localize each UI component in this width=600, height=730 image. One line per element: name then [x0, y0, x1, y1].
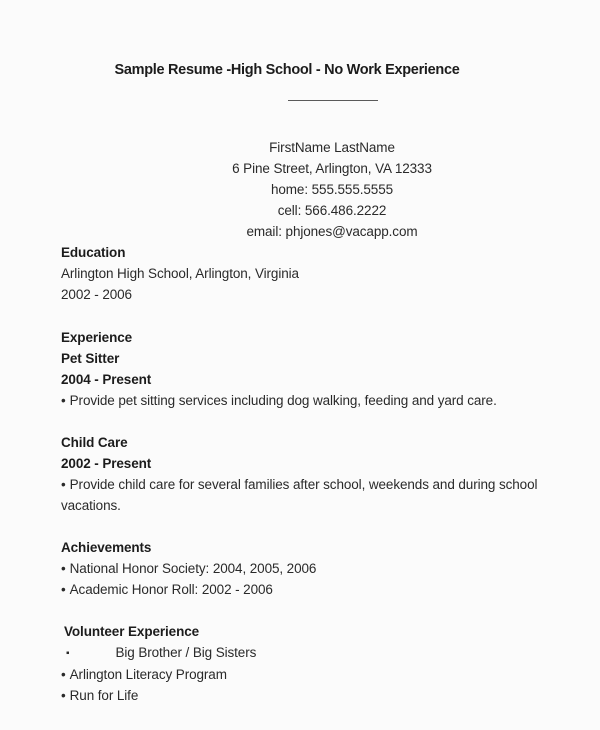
bullet-dot-icon: •	[61, 561, 66, 576]
education-heading: Education	[61, 245, 126, 260]
achievement-text: National Honor Society: 2004, 2005, 2006	[69, 561, 317, 576]
experience-job	[61, 348, 580, 411]
contact-cell-phone: cell: 566.486.2222	[277, 203, 387, 218]
experience-section	[61, 327, 580, 516]
job-title: Pet Sitter	[61, 351, 120, 366]
job-dates: 2002 - Present	[61, 456, 152, 471]
education-dates: 2002 - 2006	[61, 287, 132, 302]
volunteer-text: Big Brother / Big Sisters	[115, 645, 257, 660]
contact-block	[62, 137, 600, 242]
education-section	[61, 242, 580, 305]
job-bullet-text: Provide pet sitting services including dog walking, feeding and yard care.	[69, 393, 497, 408]
experience-job	[61, 432, 580, 516]
contact-name: FirstName LastName	[269, 140, 395, 155]
resume-title: Sample Resume -High School - No Work Experience	[114, 62, 460, 78]
volunteer-heading: Volunteer Experience	[64, 624, 200, 639]
volunteer-item	[61, 664, 580, 685]
job-bullet-text: Provide child care for several families after school, weekends and during school vacations.	[61, 477, 538, 513]
volunteer-text: Run for Life	[69, 688, 139, 703]
contact-home-phone: home: 555.555.5555	[270, 182, 394, 197]
volunteer-item	[61, 685, 580, 706]
bullet-dot-icon: •	[61, 477, 66, 492]
volunteer-text: Arlington Literacy Program	[69, 667, 227, 682]
bullet-dot-icon: •	[61, 582, 66, 597]
job-bullet-row	[61, 390, 580, 411]
achievements-section	[61, 537, 580, 600]
job-title: Child Care	[61, 435, 128, 450]
achievement-item	[61, 579, 580, 600]
bullet-square-icon: ▪	[66, 648, 70, 659]
achievements-heading: Achievements	[61, 540, 152, 555]
title-underline	[288, 100, 378, 101]
bullet-dot-icon: •	[61, 393, 66, 408]
experience-heading: Experience	[61, 330, 133, 345]
education-school: Arlington High School, Arlington, Virginia	[61, 266, 299, 281]
job-bullet-row	[61, 474, 580, 516]
volunteer-section	[61, 621, 580, 706]
volunteer-item	[61, 642, 580, 664]
contact-email: email: phjones@vacapp.com	[246, 224, 418, 239]
contact-address: 6 Pine Street, Arlington, VA 12333	[232, 161, 432, 176]
bullet-dot-icon: •	[61, 667, 66, 682]
bullet-dot-icon: •	[61, 688, 66, 703]
job-dates: 2004 - Present	[61, 372, 152, 387]
achievement-item	[61, 558, 580, 579]
achievement-text: Academic Honor Roll: 2002 - 2006	[69, 582, 273, 597]
